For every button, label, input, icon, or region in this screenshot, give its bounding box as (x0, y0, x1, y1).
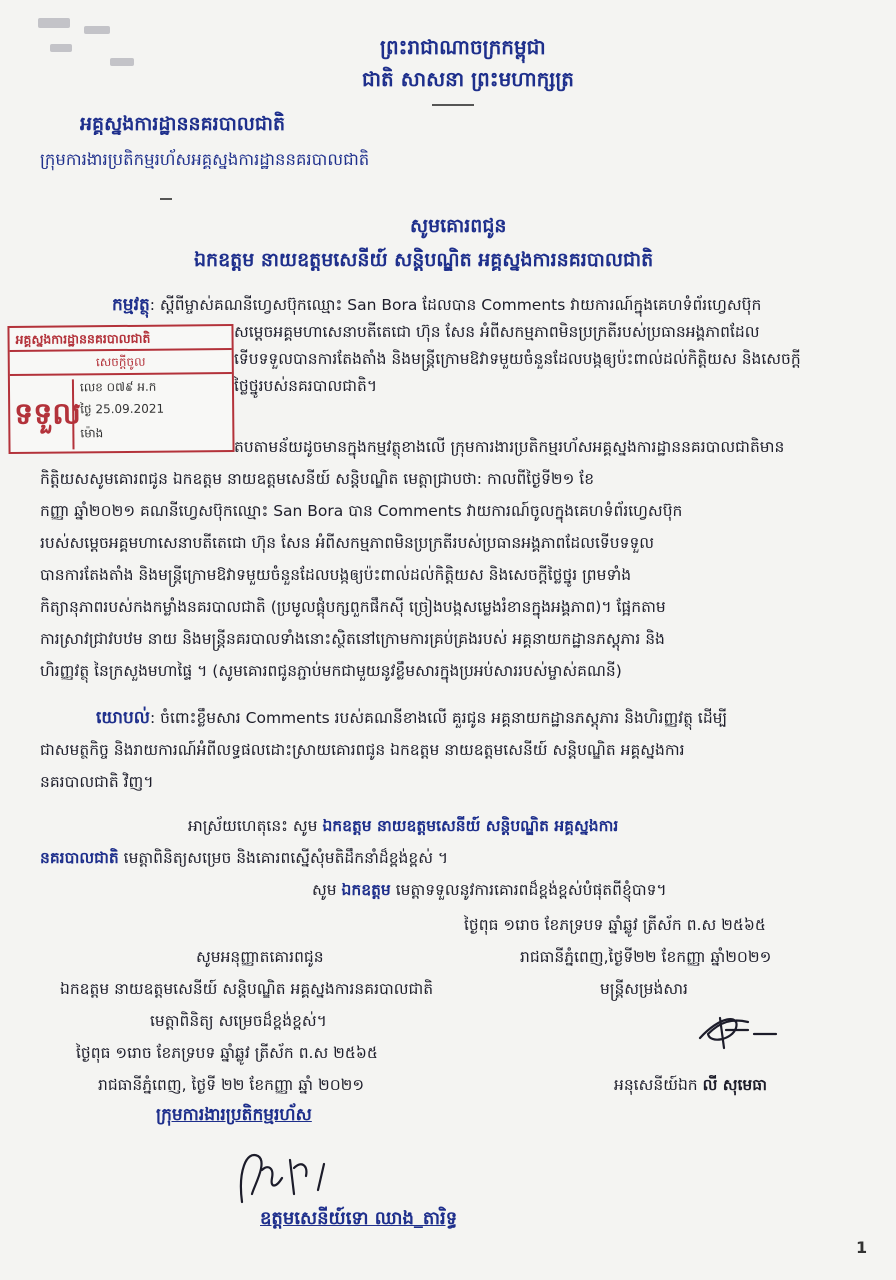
redaction-mark (84, 26, 110, 34)
body-line-5: បានការតែងតាំង និងមន្ត្រីក្រោមឱវាទមួយចំនួនដែលបង្កឲ្យប៉ះពាល់ដល់កិត្តិយស និងសេចក្តីថ្លៃថ្នូរ ព្រមទាំង (40, 566, 632, 584)
right-signer (614, 1072, 767, 1099)
redaction-mark (38, 18, 70, 28)
left-line-2: ឯកឧត្តម នាយឧត្តមសេនីយ៍ សន្តិបណ្ឌិត អគ្គស្នងការនគរបាលជាតិ (60, 980, 434, 998)
body-line-7: ការស្រាវជ្រាវបឋម នាយ និងមន្ត្រីនគរបាលទាំងនោះស្ថិតនៅក្រោមការគ្រប់គ្រងរបស់ អគ្គនាយកដ្ឋានភស្តុភារ និង (40, 630, 665, 648)
receipt-stamp (7, 324, 234, 454)
closing-prefix-2: សូម (312, 881, 337, 899)
opinion-line-2: ជាសមត្ថកិច្ច និងរាយការណ៍អំពីលទ្ធផលដោះស្រាយគោរពជូន ឯកឧត្តម នាយឧត្តមសេនីយ៍ សន្តិបណ្ឌិត អគ្គស្នងការ (40, 741, 685, 759)
closing-title-2: នគរបាលជាតិ (40, 849, 119, 867)
signature-left (228, 1142, 358, 1212)
left-line-1: សូមអនុញ្ញាតគោរពជូន (196, 948, 324, 966)
motto-heading: ជាតិ សាសនា ព្រះមហាក្សត្រ (362, 67, 574, 91)
redaction-mark (50, 44, 72, 52)
right-role: មន្ត្រីសម្រង់សារ (600, 980, 688, 998)
subject-line-3: ទើបទទួលបានការតែងតាំង និងមន្ត្រីក្រោមឱវាទមួយចំនួនដែលបង្កឲ្យប៉ះពាល់ដល់កិត្តិយស និងសេចក្តី (234, 350, 801, 368)
closing-line-2 (40, 845, 448, 872)
ministry-name: អគ្គស្នងការដ្ឋាននគរបាលជាតិ (80, 113, 286, 135)
right-lunar-date: ថ្ងៃពុធ ១រោច ខែភទ្របទ ឆ្នាំឆ្លូវ ត្រីស័ក ព.ស ២៥៦៥ (464, 916, 766, 934)
department-name: ក្រុមការងារប្រតិកម្មរហ័សអគ្គស្នងការដ្ឋាននគរបាលជាតិ (40, 150, 370, 169)
stamp-number: លេខ ០៧៩ អ.ក (79, 379, 157, 395)
stamp-line-1: អគ្គស្នងការដ្ឋាននគរបាលជាតិ (9, 326, 231, 352)
opinion-line-1 (96, 705, 727, 732)
subject-line-2: សម្តេចអគ្គមហាសេនាបតីតេជោ ហ៊ុន សែន អំពីសកម្មភាពមិនប្រក្រតីរបស់ប្រធានអង្គភាពដែល (234, 323, 760, 341)
opinion-label: យោបល់ (96, 708, 150, 728)
signature-right (690, 1008, 790, 1056)
right-signer-rank: អនុសេនីយ៍ឯក (614, 1076, 698, 1094)
left-line-5: រាជធានីភ្នំពេញ, ថ្ងៃទី ២២ ខែកញ្ញា ឆ្នាំ ២០២១ (98, 1076, 365, 1094)
subject-line-4: ថ្លៃថ្នូរបស់នគរបាលជាតិ។ (234, 377, 378, 395)
header-divider (432, 104, 474, 106)
body-line-2: កិត្តិយសសូមគោរពជូន ឯកឧត្តម នាយឧត្តមសេនីយ៍ សន្តិបណ្ឌិត មេត្តាជ្រាបថា: កាលពីថ្ងៃទី២១ ខែ (40, 470, 595, 488)
subject-text: : ស្តីពីម្ចាស់គណនីហ្វេសប៊ុកឈ្មោះ San Bora ដែលបាន Comments វាយការណ៍ក្នុងគេហទំព័រហ្វេសប៊ុក (149, 296, 762, 314)
subject-line-1 (112, 292, 761, 319)
closing-line-1 (188, 813, 618, 840)
opinion-text: : ចំពោះខ្លឹមសារ Comments របស់គណនីខាងលើ គួរជូន អគ្គនាយកដ្ឋានភស្តុភារ និងហិរញ្ញវត្ថុ ដើម្បី (149, 709, 728, 727)
closing-respect: មេត្តាទទួលនូវការគោរពដ៏ខ្ពង់ខ្ពស់បំផុតពីខ្ញុំបាទ។ (395, 881, 667, 899)
right-date: រាជធានីភ្នំពេញ,ថ្ងៃទី២២ ខែកញ្ញា ឆ្នាំ២០២១ (520, 948, 772, 966)
salutation: សូមគោរពជូន (410, 215, 507, 237)
kingdom-heading: ព្រះរាជាណាចក្រកម្ពុជា (380, 35, 546, 59)
body-line-4: របស់សម្តេចអគ្គមហាសេនាបតីតេជោ ហ៊ុន សែន អំពីសកម្មភាពមិនប្រក្រតីរបស់ប្រធានអង្គភាពដែលទើបទទួល (40, 534, 655, 552)
body-line-8: ហិរញ្ញវត្ថុ នៃក្រសួងមហាផ្ទៃ ។ (សូមគោរពជូនភ្ជាប់មកជាមួយនូវខ្លឹមសារក្នុងប្រអប់សាររបស់ម្ចាស់គណនី) (40, 662, 622, 680)
closing-line-3 (312, 877, 667, 904)
subject-label: កម្មវត្ថុ (112, 295, 150, 315)
closing-prefix: អាស្រ័យហេតុនេះ សូម (188, 817, 318, 835)
stamp-received: ទទួល (14, 379, 75, 450)
stamp-date: ថ្ងៃ 25.09.2021 (80, 401, 165, 417)
body-line-6: កិត្យានុភាពរបស់កងកម្លាំងនគរបាលជាតិ (ប្រមូលផ្តុំបក្សពួកផឹកស៊ី ច្រៀងបង្កសម្លេងរំខានក្នុងអង្គភាព)។ ផ្អែកតាម (40, 598, 666, 616)
stamp-time: ម៉ោង (80, 426, 104, 441)
page-number: 1 (856, 1238, 868, 1257)
right-signer-name: លី សុមេធា (702, 1076, 768, 1094)
body-line-1: តបតាមន័យដូចមានក្នុងកម្មវត្ថុខាងលើ ក្រុមការងារប្រតិកម្មរហ័សអគ្គស្នងការដ្ឋាននគរបាលជាតិមាន (234, 438, 785, 456)
recipient-title: ឯកឧត្តម នាយឧត្តមសេនីយ៍ សន្តិបណ្ឌិត អគ្គស្នងការនគរបាលជាតិ (194, 249, 654, 271)
left-line-4: ថ្ងៃពុធ ១រោច ខែភទ្របទ ឆ្នាំឆ្លូវ ត្រីស័ក ព.ស ២៥៦៥ (76, 1044, 378, 1062)
closing-title: ឯកឧត្តម នាយឧត្តមសេនីយ៍ សន្តិបណ្ឌិត អគ្គស្នងការ (322, 817, 619, 835)
redaction-mark (110, 58, 134, 66)
closing-title-3: ឯកឧត្តម (341, 881, 391, 899)
left-unit: ក្រុមការងារប្រតិកម្មរហ័ស (156, 1105, 312, 1125)
left-line-3: មេត្តាពិនិត្យ សម្រេចដ៏ខ្ពង់ខ្ពស់។ (150, 1012, 327, 1030)
body-line-3: កញ្ញា ឆ្នាំ២០២១ គណនីហ្វេសប៊ុកឈ្មោះ San Bora បាន Comments វាយការណ៍ចូលក្នុងគេហទំព័រហ្វេសប៊ុក (40, 502, 683, 520)
closing-request: មេត្តាពិនិត្យសម្រេច និងគោរពស្នើសុំមតិដឹកនាំដ៏ខ្ពង់ខ្ពស់ ។ (123, 849, 449, 867)
opinion-line-3: នគរបាលជាតិ វិញ។ (40, 773, 154, 791)
department-divider (160, 198, 172, 200)
stamp-line-2: សេចក្តីចូល (10, 350, 232, 376)
left-signer: ឧត្តមសេនីយ៍ទោ ឈាង_តារិទ្ធ (260, 1208, 458, 1229)
